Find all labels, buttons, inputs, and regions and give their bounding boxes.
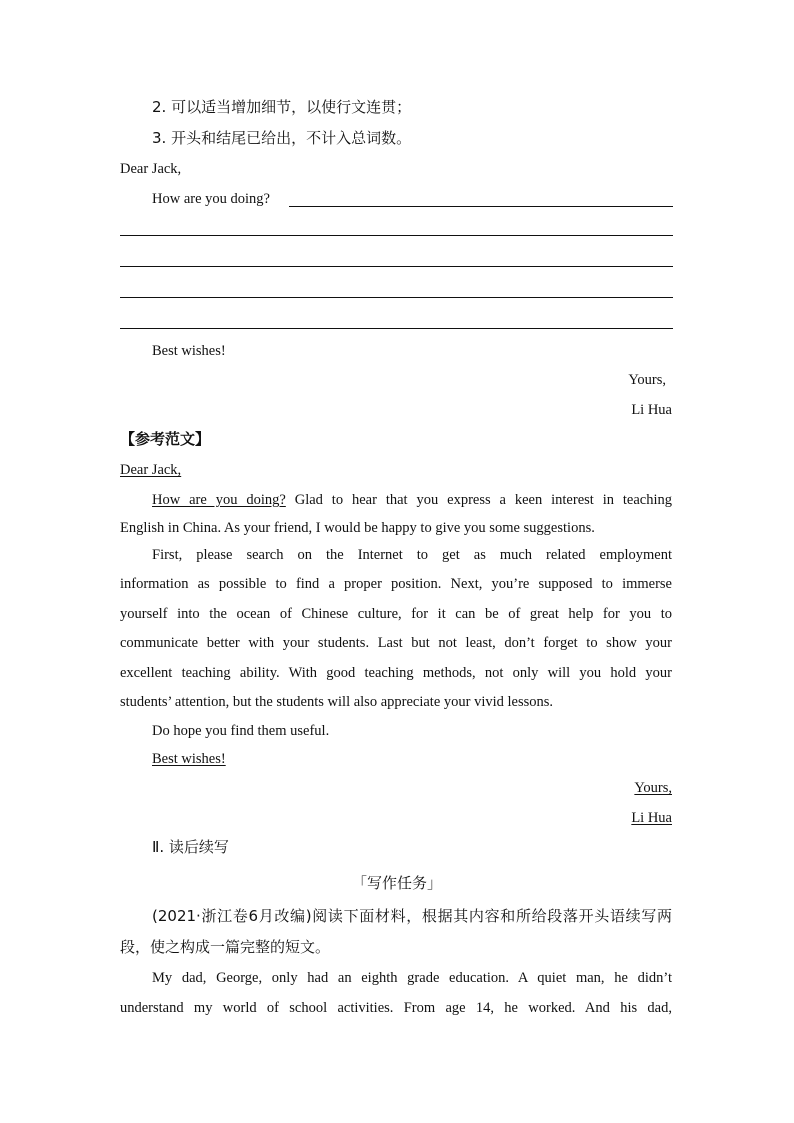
sample-heading: 【参考范文】	[120, 430, 211, 448]
template-greeting: Dear Jack,	[120, 161, 182, 177]
sample-p1-line2: English in China. As your friend, I would be happy to give you some suggestions.	[120, 520, 595, 536]
sample-p2-line1: First, please search on the Internet to get as much related employment	[152, 547, 672, 563]
template-signature: Li Hua	[631, 402, 672, 418]
sample-p1-line1	[152, 490, 672, 510]
template-sign-off: Yours,	[628, 372, 666, 388]
sample-greeting: Dear Jack,	[120, 462, 182, 478]
sample-signature: Li Hua	[631, 810, 672, 826]
instruction-item-2: 2. 可以适当增加细节，以使行文连贯；	[152, 98, 412, 116]
answer-line	[120, 235, 673, 236]
sample-p2-line5: excellent teaching ability. With good teaching methods, not only will you hold your	[120, 665, 672, 681]
answer-line	[120, 266, 673, 267]
story-line2: understand my world of school activities. From age 14, he worked. And his dad,	[120, 1000, 672, 1016]
sample-p2-line2: information as possible to find a proper position. Next, you’re supposed to immerse	[120, 576, 672, 592]
template-opening: How are you doing?	[152, 191, 270, 207]
section-title: Ⅱ. 读后续写	[152, 838, 229, 856]
story-line1: My dad, George, only had an eighth grade education. A quiet man, he didn’t	[152, 970, 672, 986]
answer-line	[120, 328, 673, 329]
sample-p3: Do hope you find them useful.	[152, 723, 330, 739]
template-closing: Best wishes!	[152, 343, 226, 359]
instruction-item-3: 3. 开头和结尾已给出，不计入总词数。	[152, 129, 412, 147]
task-label: 「写作任务」	[351, 874, 442, 892]
sample-p1-line1-text: Glad to hear that you express a keen interest in teaching	[294, 492, 672, 508]
sample-closing: Best wishes!	[152, 751, 226, 767]
sample-p2-line6: students’ attention, but the students will also appreciate your vivid lessons.	[120, 694, 554, 710]
answer-line	[120, 297, 673, 298]
task-intro-line2: 段，使之构成一篇完整的短文。	[120, 938, 331, 956]
sample-opening: How are you doing?	[152, 492, 286, 508]
task-intro-line1: (2021·浙江卷6月改编)阅读下面材料，根据其内容和所给段落开头语续写两	[152, 907, 672, 925]
answer-line	[289, 206, 673, 207]
sample-p2-line4: communicate better with your students. Last but not least, don’t forget to show your	[120, 635, 672, 651]
sample-sign-off: Yours,	[634, 780, 672, 796]
sample-p2-line3: yourself into the ocean of Chinese culture, for it can be of great help for you to	[120, 606, 672, 622]
